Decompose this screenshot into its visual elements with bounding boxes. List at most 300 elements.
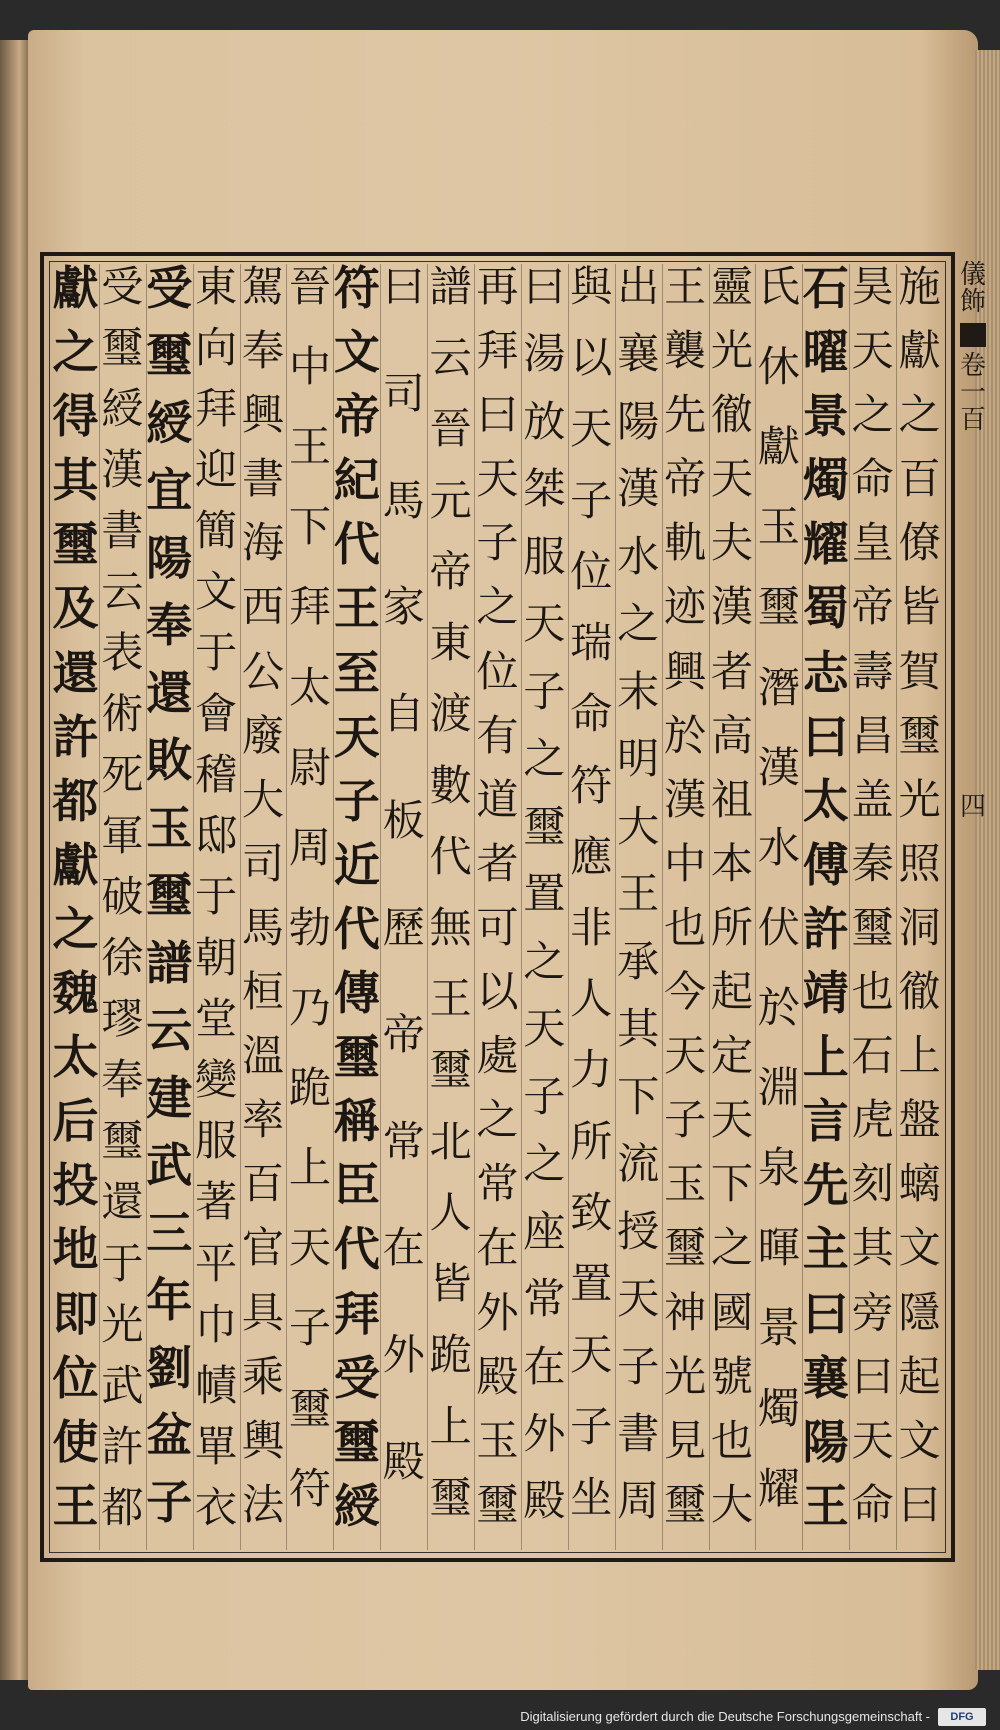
glyph: 子 [570,1401,613,1451]
glyph: 受 [101,262,144,311]
text-column [99,262,146,1548]
glyph: 帝 [429,546,472,596]
glyph: 于 [195,872,238,922]
glyph: 先 [802,1158,849,1213]
glyph: 率 [241,1095,285,1145]
glyph: 有 [476,710,519,760]
glyph: 云 [429,333,472,383]
glyph: 文 [898,1415,941,1465]
glyph: 璽 [333,1030,380,1085]
glyph: 曰 [802,1286,849,1341]
glyph: 璽 [101,323,144,373]
glyph: 下 [617,1071,660,1121]
glyph: 獻 [52,261,99,315]
column-rule [755,264,756,1550]
glyph: 在 [476,1223,519,1273]
glyph: 在 [523,1341,566,1391]
glyph: 流 [617,1139,660,1189]
glyph: 再 [476,262,519,311]
glyph: 周 [617,1476,660,1526]
glyph: 迹 [663,582,707,632]
glyph: 曰 [476,390,519,440]
glyph: 盖 [851,774,894,824]
glyph: 奉 [101,1055,144,1105]
glyph: 漢 [617,464,660,514]
glyph: 殿 [476,1351,519,1401]
glyph: 僚 [898,518,941,568]
glyph: 徐 [101,933,144,983]
glyph: 拜 [288,582,331,632]
column-rule [380,264,381,1550]
glyph: 拜 [333,1286,380,1341]
glyph: 法 [241,1479,285,1529]
text-column [849,262,896,1548]
column-rule [474,264,475,1550]
glyph: 奉 [146,598,193,653]
glyph: 會 [195,689,238,739]
page-mark: 一百 [960,377,987,436]
glyph: 尉 [288,742,331,792]
glyph: 簡 [195,506,238,556]
glyph: 璽 [663,1223,707,1273]
glyph: 代 [333,517,380,572]
glyph: 潛 [757,662,800,712]
glyph: 中 [288,342,331,392]
glyph: 璽 [429,1045,472,1095]
glyph: 坐 [570,1472,613,1522]
glyph: 志 [802,645,849,700]
glyph: 靈 [710,262,754,311]
glyph: 都 [52,773,99,828]
glyph: 公 [241,646,285,696]
glyph: 暉 [757,1223,800,1273]
glyph: 高 [710,710,754,760]
glyph: 應 [570,831,613,881]
glyph: 徹 [898,967,941,1017]
glyph: 承 [617,936,660,986]
glyph: 符 [333,261,380,315]
glyph: 光 [663,1351,707,1401]
column-rule [709,264,710,1550]
glyph: 拜 [476,326,519,376]
glyph: 昌 [851,710,894,760]
glyph: 璽 [288,1383,331,1433]
glyph: 授 [617,1206,660,1256]
glyph: 天 [523,1004,566,1054]
glyph: 出 [617,262,660,311]
glyph: 光 [898,774,941,824]
glyph: 桀 [523,464,566,514]
glyph: 單 [195,1421,238,1471]
column-rule [146,264,147,1550]
text-column [52,261,99,1548]
glyph: 耀 [802,517,849,572]
glyph: 祖 [710,774,754,824]
glyph: 無 [429,902,472,952]
glyph: 漢 [757,742,800,792]
glyph: 輿 [241,1415,285,1465]
glyph: 溫 [241,1031,285,1081]
glyph: 大 [710,1479,754,1529]
glyph: 之 [52,325,99,380]
text-column [193,262,240,1548]
glyph: 光 [710,326,754,376]
glyph: 其 [851,1223,894,1273]
glyph: 水 [757,822,800,872]
text-column [709,262,756,1548]
glyph: 上 [429,1401,472,1451]
glyph: 紀 [333,453,380,508]
glyph: 獻 [757,422,800,472]
glyph: 還 [101,1177,144,1227]
glyph: 子 [523,1071,566,1121]
glyph: 綬 [146,395,193,450]
glyph: 璽 [52,517,99,572]
glyph: 子 [617,1341,660,1391]
glyph: 人 [429,1187,472,1237]
glyph: 晉 [429,404,472,454]
glyph: 獻 [898,326,941,376]
glyph: 文 [333,325,380,380]
glyph: 宜 [146,463,193,518]
glyph: 天 [333,709,380,764]
glyph: 座 [523,1206,566,1256]
glyph: 朝 [195,933,238,983]
glyph: 堂 [195,994,238,1044]
glyph: 年 [146,1273,193,1328]
glyph: 置 [523,869,566,919]
glyph: 幘 [195,1360,238,1410]
glyph: 於 [663,710,707,760]
glyph: 王 [663,262,707,311]
glyph: 王 [333,581,380,636]
glyph: 賀 [898,646,941,696]
glyph: 之 [523,1139,566,1189]
glyph: 子 [663,1095,707,1145]
glyph: 上 [288,1143,331,1193]
glyph: 大 [617,801,660,851]
glyph: 壽 [851,646,894,696]
text-column [333,261,380,1548]
glyph: 拜 [195,384,238,434]
glyph: 符 [288,1463,331,1513]
glyph: 表 [101,628,144,678]
glyph: 天 [476,454,519,504]
text-column [286,262,333,1548]
marginal-number: 四 [960,792,987,823]
glyph: 曰 [802,709,849,764]
glyph: 稱 [333,1094,380,1149]
glyph: 玉 [476,1415,519,1465]
glyph: 迎 [195,445,238,495]
glyph: 起 [710,967,754,1017]
glyph: 家 [382,582,425,632]
glyph: 云 [146,1003,193,1058]
text-column [380,262,427,1548]
glyph: 昊 [851,262,894,311]
glyph: 子 [288,1303,331,1353]
glyph: 命 [851,1479,894,1529]
column-rule [615,264,616,1550]
glyph: 即 [52,1286,99,1341]
glyph: 曜 [802,325,849,380]
glyph: 服 [523,531,566,581]
text-column [474,262,521,1548]
glyph: 神 [663,1287,707,1337]
glyph: 興 [241,390,285,440]
glyph: 也 [663,902,707,952]
text-column [521,262,568,1548]
glyph: 先 [663,390,707,440]
glyph: 道 [476,774,519,824]
glyph: 東 [195,262,238,311]
glyph: 近 [333,837,380,892]
glyph: 敗 [146,733,193,788]
glyph: 變 [195,1055,238,1105]
glyph: 見 [663,1415,707,1465]
glyph: 邸 [195,811,238,861]
column-rule [568,264,569,1550]
glyph: 官 [241,1223,285,1273]
glyph: 施 [898,262,941,311]
glyph: 位 [52,1350,99,1405]
glyph: 殿 [523,1476,566,1526]
glyph: 虎 [851,1095,894,1145]
glyph: 陽 [146,530,193,585]
glyph: 帝 [851,582,894,632]
glyph: 燭 [757,1383,800,1433]
glyph: 下 [288,502,331,552]
glyph: 處 [476,1031,519,1081]
glyph: 外 [476,1287,519,1337]
glyph: 王 [617,869,660,919]
glyph: 三 [146,1205,193,1260]
glyph: 陽 [617,396,660,446]
glyph: 天 [663,1031,707,1081]
side-marginalia [960,262,986,822]
glyph: 光 [101,1299,144,1349]
column-rule [240,264,241,1550]
glyph: 皇 [851,518,894,568]
left-page-edge [0,40,28,1680]
glyph: 隱 [898,1287,941,1337]
glyph: 子 [333,773,380,828]
glyph: 還 [52,645,99,700]
glyph: 玉 [757,502,800,552]
glyph: 人 [570,974,613,1024]
glyph: 下 [710,1159,754,1209]
glyph: 帝 [382,1009,425,1059]
volume-label: 卷 [960,350,987,381]
glyph: 泉 [757,1143,800,1193]
glyph: 周 [288,822,331,872]
glyph: 于 [195,628,238,678]
glyph: 璽 [523,801,566,851]
glyph: 徹 [710,390,754,440]
glyph: 襄 [802,1350,849,1405]
glyph: 命 [570,689,613,739]
glyph: 與 [570,262,613,311]
glyph: 常 [476,1159,519,1209]
glyph: 螭 [898,1159,941,1209]
glyph: 淵 [757,1063,800,1113]
glyph: 璽 [101,1116,144,1166]
text-column [240,262,287,1548]
glyph: 文 [898,1223,941,1273]
glyph: 太 [288,662,331,712]
glyph: 末 [617,666,660,716]
glyph: 玉 [663,1159,707,1209]
glyph: 武 [101,1360,144,1410]
glyph: 殿 [382,1437,425,1487]
glyph: 百 [898,454,941,504]
glyph: 所 [710,902,754,952]
glyph: 位 [476,646,519,696]
glyph: 文 [195,567,238,617]
glyph: 玉 [146,800,193,855]
glyph: 今 [663,967,707,1017]
glyph: 書 [101,506,144,556]
glyph: 帝 [333,389,380,444]
glyph: 之 [52,901,99,956]
glyph: 其 [617,1004,660,1054]
glyph: 晉 [288,262,331,311]
column-rule [427,264,428,1550]
glyph: 於 [757,982,800,1032]
glyph: 置 [570,1259,613,1309]
glyph: 渡 [429,689,472,739]
glyph: 巾 [195,1299,238,1349]
glyph: 漢 [101,445,144,495]
glyph: 軌 [663,518,707,568]
glyph: 奉 [241,326,285,376]
glyph: 稽 [195,750,238,800]
glyph: 景 [757,1303,800,1353]
glyph: 襲 [663,326,707,376]
glyph: 可 [476,902,519,952]
footer-credit: Digitalisierung gefördert durch die Deutsche Forschungsgemeinschaft - [520,1709,930,1724]
glyph: 言 [802,1094,849,1149]
glyph: 北 [429,1116,472,1166]
glyph: 之 [617,599,660,649]
glyph: 武 [146,1138,193,1193]
glyph: 也 [851,967,894,1017]
glyph: 得 [52,389,99,444]
glyph: 王 [52,1478,99,1533]
glyph: 耀 [757,1463,800,1513]
glyph: 放 [523,396,566,446]
glyph: 定 [710,1031,754,1081]
column-rule [662,264,663,1550]
glyph: 之 [476,1095,519,1145]
glyph: 天 [710,454,754,504]
glyph: 王 [429,974,472,1024]
glyph: 燭 [802,453,849,508]
glyph: 盆 [146,1407,193,1462]
glyph: 地 [52,1222,99,1277]
glyph: 受 [146,261,193,315]
glyph: 綬 [333,1478,380,1533]
glyph: 軍 [101,811,144,861]
glyph: 上 [898,1031,941,1081]
glyph: 受 [333,1350,380,1405]
glyph: 常 [382,1116,425,1166]
glyph: 璆 [101,994,144,1044]
glyph: 馬 [382,475,425,525]
glyph: 之 [523,734,566,784]
glyph: 天 [570,1330,613,1380]
glyph: 天 [523,599,566,649]
glyph: 湯 [523,329,566,379]
glyph: 命 [851,454,894,504]
glyph: 帝 [663,454,707,504]
glyph: 氏 [757,262,800,311]
column-rule [802,264,803,1550]
column-rule [193,264,194,1550]
glyph: 自 [382,689,425,739]
glyph: 曰 [851,1351,894,1401]
glyph: 璽 [757,582,800,632]
glyph: 號 [710,1351,754,1401]
glyph: 破 [101,872,144,922]
glyph: 之 [851,390,894,440]
glyph: 乃 [288,982,331,1032]
text-frame [40,252,955,1562]
glyph: 者 [710,646,754,696]
glyph: 興 [663,646,707,696]
glyph: 許 [101,1421,144,1471]
glyph: 傳 [333,966,380,1021]
glyph: 建 [146,1070,193,1125]
glyph: 主 [802,1222,849,1277]
glyph: 符 [570,760,613,810]
glyph: 傅 [802,837,849,892]
glyph: 向 [195,323,238,373]
glyph: 司 [241,838,285,888]
glyph: 天 [851,326,894,376]
glyph: 夫 [710,518,754,568]
glyph: 旁 [851,1287,894,1337]
glyph: 常 [523,1274,566,1324]
glyph: 天 [570,404,613,454]
glyph: 璽 [663,1479,707,1529]
glyph: 致 [570,1187,613,1237]
glyph: 代 [333,1222,380,1277]
glyph: 西 [241,582,285,632]
glyph: 所 [570,1116,613,1166]
glyph: 曰 [382,262,425,311]
glyph: 子 [570,475,613,525]
glyph: 位 [570,546,613,596]
glyph: 獻 [52,837,99,892]
glyph: 代 [333,901,380,956]
glyph: 書 [617,1408,660,1458]
glyph: 代 [429,831,472,881]
glyph: 書 [241,454,285,504]
glyph: 子 [146,1475,193,1530]
glyph: 都 [101,1482,144,1532]
column-rule [521,264,522,1550]
glyph: 王 [802,1478,849,1533]
glyph: 盤 [898,1095,941,1145]
glyph: 明 [617,734,660,784]
glyph: 天 [710,1095,754,1145]
footer-bar [0,1702,1000,1730]
glyph: 在 [382,1223,425,1273]
glyph: 數 [429,760,472,810]
section-title: 儀飾 [960,260,987,318]
glyph: 之 [476,582,519,632]
